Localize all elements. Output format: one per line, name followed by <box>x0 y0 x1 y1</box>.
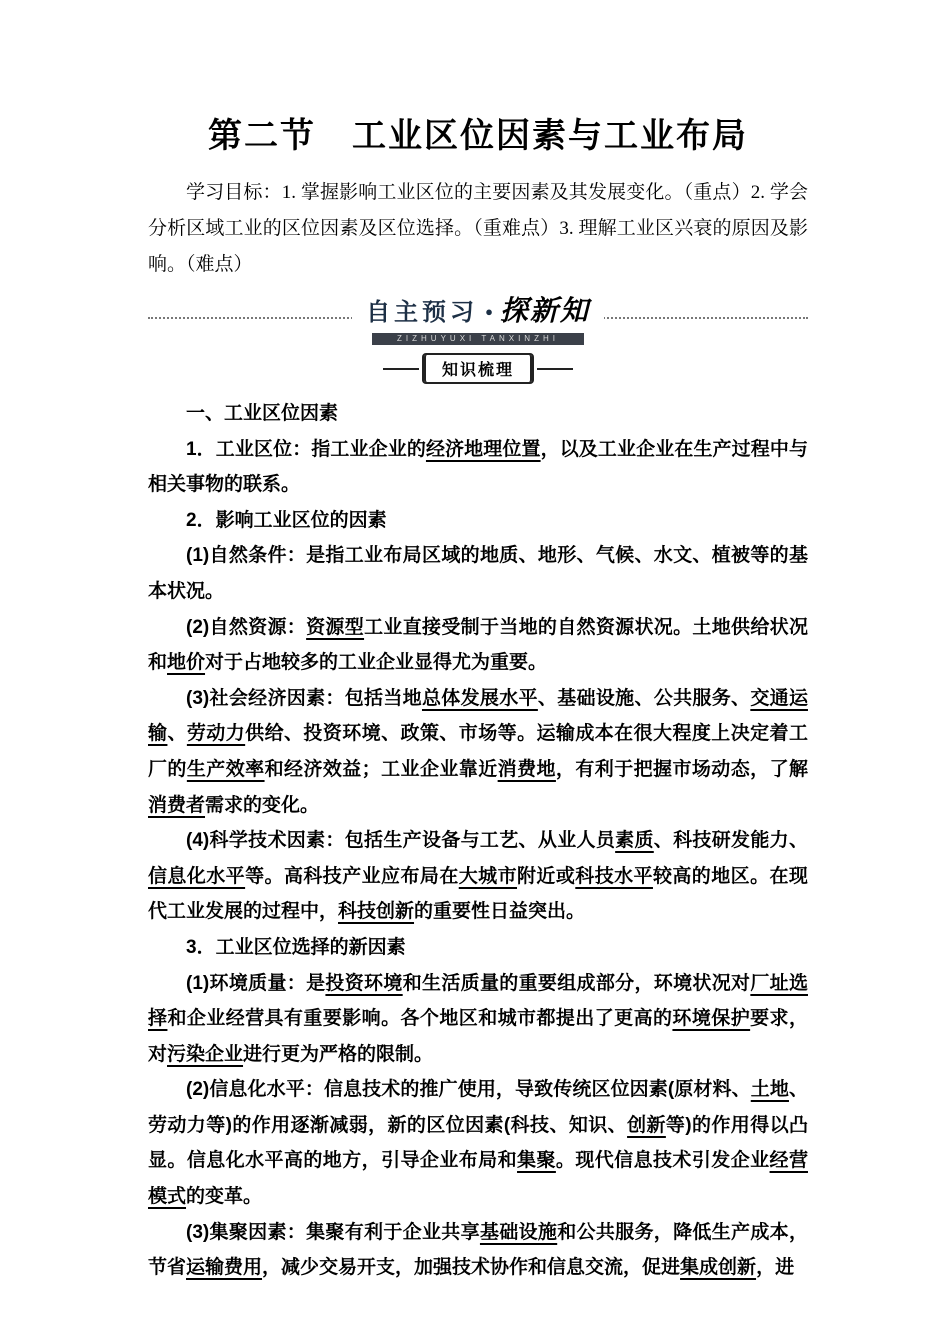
blank-answer: 投资环境 <box>325 972 403 994</box>
blank-answer: 创新 <box>627 1114 666 1136</box>
text-segment: 进行更为严格的限制。 <box>243 1043 434 1065</box>
blank-answer: 生产效率 <box>186 758 265 780</box>
paragraph <box>148 432 808 503</box>
blank-answer: 交通运输 <box>148 687 808 745</box>
text-segment: 和企业经营具有重要影响。各个地区和城市都提出了更高的 <box>167 1008 673 1030</box>
text-segment: 供给、投资环境、政策、市场等。运输成本在很大程度上决定着工厂的 <box>148 723 808 780</box>
text-segment: 、科技研发能力、 <box>653 830 808 852</box>
dot-separator-icon: ● <box>485 304 493 319</box>
text-segment: 1．工业区位：指工业企业的 <box>186 438 426 460</box>
text-segment: 、基础设施、公共服务、 <box>537 687 751 709</box>
banner-romanization: ZIZHUYUXI TANXINZHI <box>397 334 559 343</box>
text-segment: 的变革。 <box>186 1186 263 1208</box>
right-rule <box>537 368 573 370</box>
paragraph <box>148 823 808 930</box>
text-segment: 一、工业区位因素 <box>186 403 339 424</box>
blank-answer: 土地 <box>750 1079 789 1101</box>
blank-answer: 总体发展水平 <box>421 687 538 709</box>
blank-answer: 消费者 <box>148 794 206 816</box>
text-segment: 。现代信息技术引发企业 <box>555 1150 770 1172</box>
blank-answer: 资源型 <box>306 616 365 638</box>
blank-answer: 运输费用 <box>186 1257 263 1279</box>
learning-objectives: 学习目标：1. 掌握影响工业区位的主要因素及其发展变化。（重点）2. 学会分析区域工业的区位因素及区位选择。（重难点）3. 理解工业区兴衰的原因及影响。（难点） <box>148 182 808 275</box>
text-segment: 3．工业区位选择的新因素 <box>186 936 406 958</box>
blank-answer: 科技水平 <box>575 865 653 887</box>
paragraph <box>148 966 808 1073</box>
text-segment: (1)自然条件：是指工业布局区域的地质、地形、气候、水文、植被等的基本状况。 <box>148 545 808 602</box>
blank-answer: 信息化水平 <box>148 865 246 887</box>
text-segment: 需求的变化。 <box>205 794 320 816</box>
banner-title-right: 探新知 <box>499 296 590 327</box>
blank-answer: 集成创新 <box>680 1257 757 1279</box>
text-segment: ，有利于把握市场动态，了解 <box>555 758 808 780</box>
blank-answer: 经营模式 <box>148 1150 808 1208</box>
paragraph <box>148 538 808 609</box>
text-segment: (1)环境质量：是 <box>186 972 326 994</box>
blank-answer: 大城市 <box>458 865 518 887</box>
page-title: 第二节 工业区位因素与工业布局 <box>208 117 748 155</box>
paragraph <box>148 1072 808 1214</box>
text-segment: (3)集聚因素：集聚有利于企业共享 <box>186 1221 480 1243</box>
text-segment: 、劳动力等)的作用逐渐减弱，新的区位因素(科技、知识、 <box>148 1079 808 1136</box>
text-segment: 较高的地区。在现代工业发展的过程中， <box>148 865 808 923</box>
paragraph <box>148 503 808 539</box>
text-segment: ，以及工业企业在生产过程中与相关事物的联系。 <box>148 438 808 496</box>
banner-ribbon <box>372 332 584 345</box>
text-segment: 、 <box>167 723 187 745</box>
text-segment: (3)社会经济因素：包括当地 <box>186 687 422 709</box>
paragraph <box>148 681 808 823</box>
blank-answer: 劳动力 <box>186 723 246 745</box>
text-segment: 要求，对 <box>148 1008 808 1065</box>
paragraph <box>148 930 808 966</box>
text-segment: 工业直接受制于当地的自然资源状况。土地供给状况和 <box>148 616 808 674</box>
text-segment: 的重要性日益突出。 <box>414 901 586 923</box>
text-segment: 2．影响工业区位的因素 <box>186 509 387 531</box>
paragraph <box>148 610 808 681</box>
text-segment: ，进 <box>756 1257 795 1279</box>
blank-answer: 经济地理位置 <box>425 438 541 460</box>
text-segment: (2)信息化水平：信息技术的推广使用，导致传统区位因素(原材料、 <box>186 1079 751 1101</box>
knowledge-outline-text: 知识梳理 <box>422 353 534 384</box>
text-segment: 等。高科技产业应布局在 <box>245 865 459 887</box>
text-segment: 和经济效益；工业企业靠近 <box>264 758 498 780</box>
blank-answer: 厂址选择 <box>148 972 808 1030</box>
blank-answer: 科技创新 <box>338 901 415 923</box>
blank-answer: 地价 <box>167 652 206 674</box>
knowledge-content <box>148 396 808 1286</box>
left-rule <box>383 368 419 370</box>
text-segment: (4)科学技术因素：包括生产设备与工艺、从业人员 <box>186 830 616 852</box>
text-segment: 附近或 <box>517 865 576 887</box>
text-segment: 和公共服务，降低生产成本，节省 <box>148 1221 808 1279</box>
text-segment: 对于占地较多的工业企业显得尤为重要。 <box>205 652 548 674</box>
blank-answer: 污染企业 <box>167 1043 244 1065</box>
section-banner <box>148 295 808 347</box>
text-segment: ，减少交易开支，加强技术协作和信息交流，促进 <box>262 1257 681 1279</box>
banner-title <box>352 295 604 333</box>
text-segment: 和生活质量的重要组成部分，环境状况对 <box>402 972 751 994</box>
text-segment: 等)的作用得以凸显。信息化水平高的地方，引导企业布局和 <box>148 1114 809 1172</box>
knowledge-outline-label <box>148 353 808 384</box>
blank-answer: 集聚 <box>517 1150 556 1172</box>
banner-title-left: 自主预习 <box>366 300 479 326</box>
paragraph <box>148 396 808 432</box>
blank-answer: 素质 <box>615 830 654 852</box>
blank-answer: 环境保护 <box>672 1008 751 1030</box>
text-segment: (2)自然资源： <box>186 616 307 638</box>
paragraph <box>148 1215 808 1286</box>
blank-answer: 消费地 <box>497 758 556 780</box>
blank-answer: 基础设施 <box>479 1221 558 1243</box>
